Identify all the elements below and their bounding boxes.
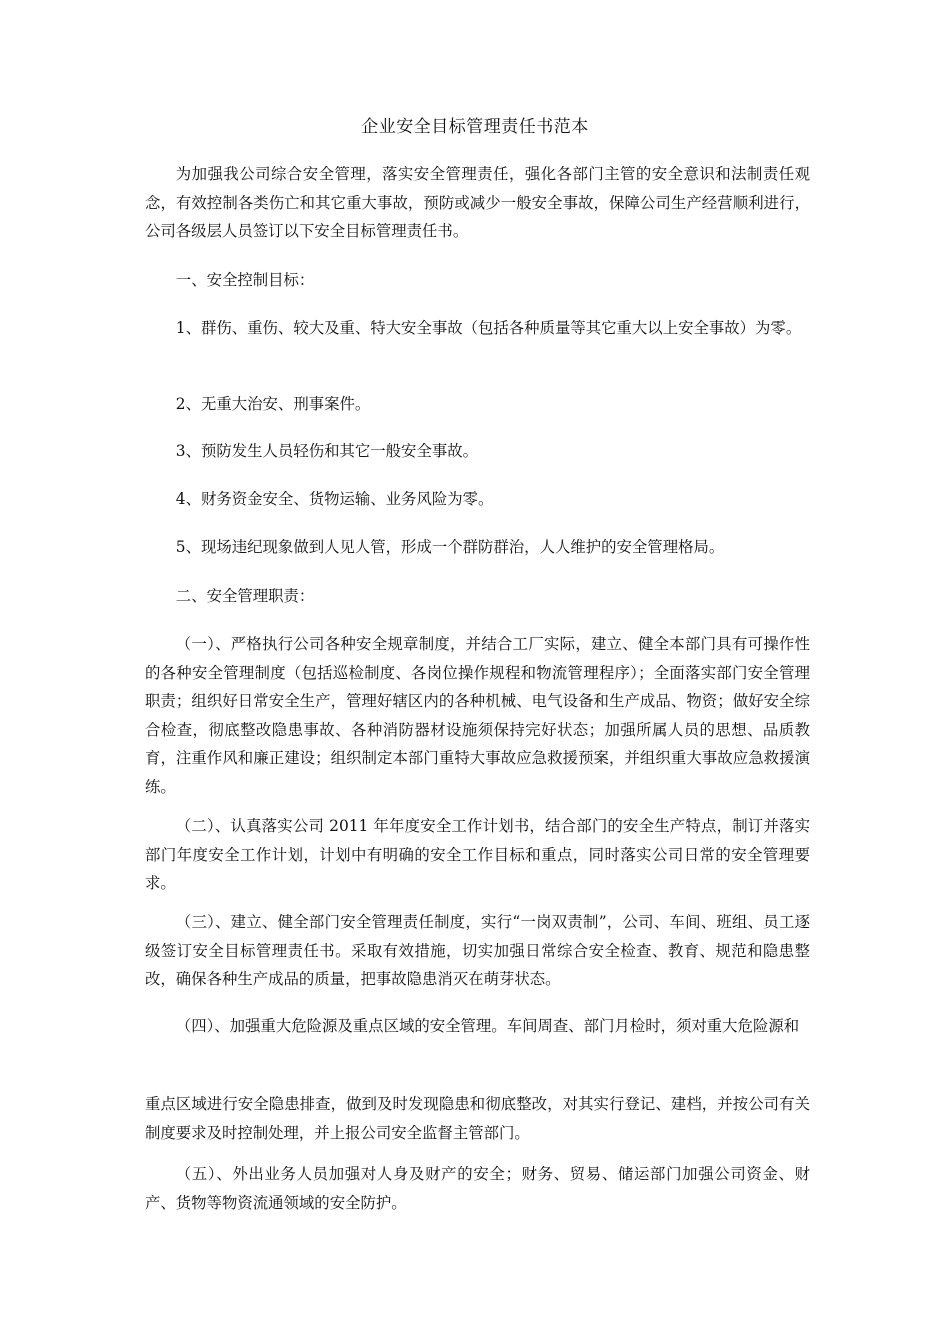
section-heading-duties: 二、安全管理职责：	[175, 587, 315, 605]
goal-item-5: 5、现场违纪现象做到人见人管，形成一个群防群治，人人维护的安全管理格局。	[175, 538, 725, 556]
duty-item-5: （五）、外出业务人员加强对人身及财产的安全；财务、贸易、储运部门加强公司资金、财产、货物等物资流通领域的安全防护。	[145, 1165, 810, 1212]
duty-item-4: （四）、加强重大危险源及重点区域的安全管理。车间周查、部门月检时，须对重大危险源和	[175, 1017, 800, 1035]
section-heading-control-goals: 一、安全控制目标：	[175, 271, 315, 289]
duty-item-1: （一）、严格执行公司各种安全规章制度，并结合工厂实际，建立、健全本部门具有可操作性的各种安全管理制度（包括巡检制度、各岗位操作规程和物流管理程序）；全面落实部门安全管理职责；组织好日常安全生产，管理好辖区内的各种机械、电气设备和生产成品、物资；做好安全综合检查，彻底整改隐患事故、各种消防器材设施须保持完好状态；加强所属人员的思想、品质教育，注重作风和廉正建设；组织制定本部门重特大事故应急救援预案，并组织重大事故应急救援演练。	[145, 635, 810, 796]
intro-paragraph: 为加强我公司综合安全管理，落实安全管理责任，强化各部门主管的安全意识和法制责任观念，有效控制各类伤亡和其它重大事故，预防或减少一般安全事故，保障公司生产经营顺利进行，公司各级层人员签订以下安全目标管理责任书。	[145, 165, 810, 240]
duty-item-3: （三）、建立、健全部门安全管理责任制度，实行“一岗双责制”，公司、车间、班组、员工逐级签订安全目标管理责任书。采取有效措施，切实加强日常综合安全检查、教育、规范和隐患整改，确保各种生产成品的质量，把事故隐患消灭在萌芽状态。	[145, 913, 810, 988]
duty-item-2: （二）、认真落实公司 2011 年年度安全工作计划书，结合部门的安全生产特点，制订并落实部门年度安全工作计划，计划中有明确的安全工作目标和重点，同时落实公司日常的安全管理要求。	[145, 817, 810, 892]
goal-item-4: 4、财务资金安全、货物运输、业务风险为零。	[175, 490, 494, 508]
goal-item-3: 3、预防发生人员轻伤和其它一般安全事故。	[175, 442, 479, 460]
goal-item-1: 1、群伤、重伤、较大及重、特大安全事故（包括各种质量等其它重大以上安全事故）为零。	[175, 319, 802, 337]
document-title: 企业安全目标管理责任书范本	[361, 117, 589, 137]
duty-item-4-continued: 重点区域进行安全隐患排查，做到及时发现隐患和彻底整改，对其实行登记、建档，并按公司有关制度要求及时控制处理，并上报公司安全监督主管部门。	[145, 1095, 810, 1142]
goal-item-2: 2、无重大治安、刑事案件。	[175, 395, 371, 413]
